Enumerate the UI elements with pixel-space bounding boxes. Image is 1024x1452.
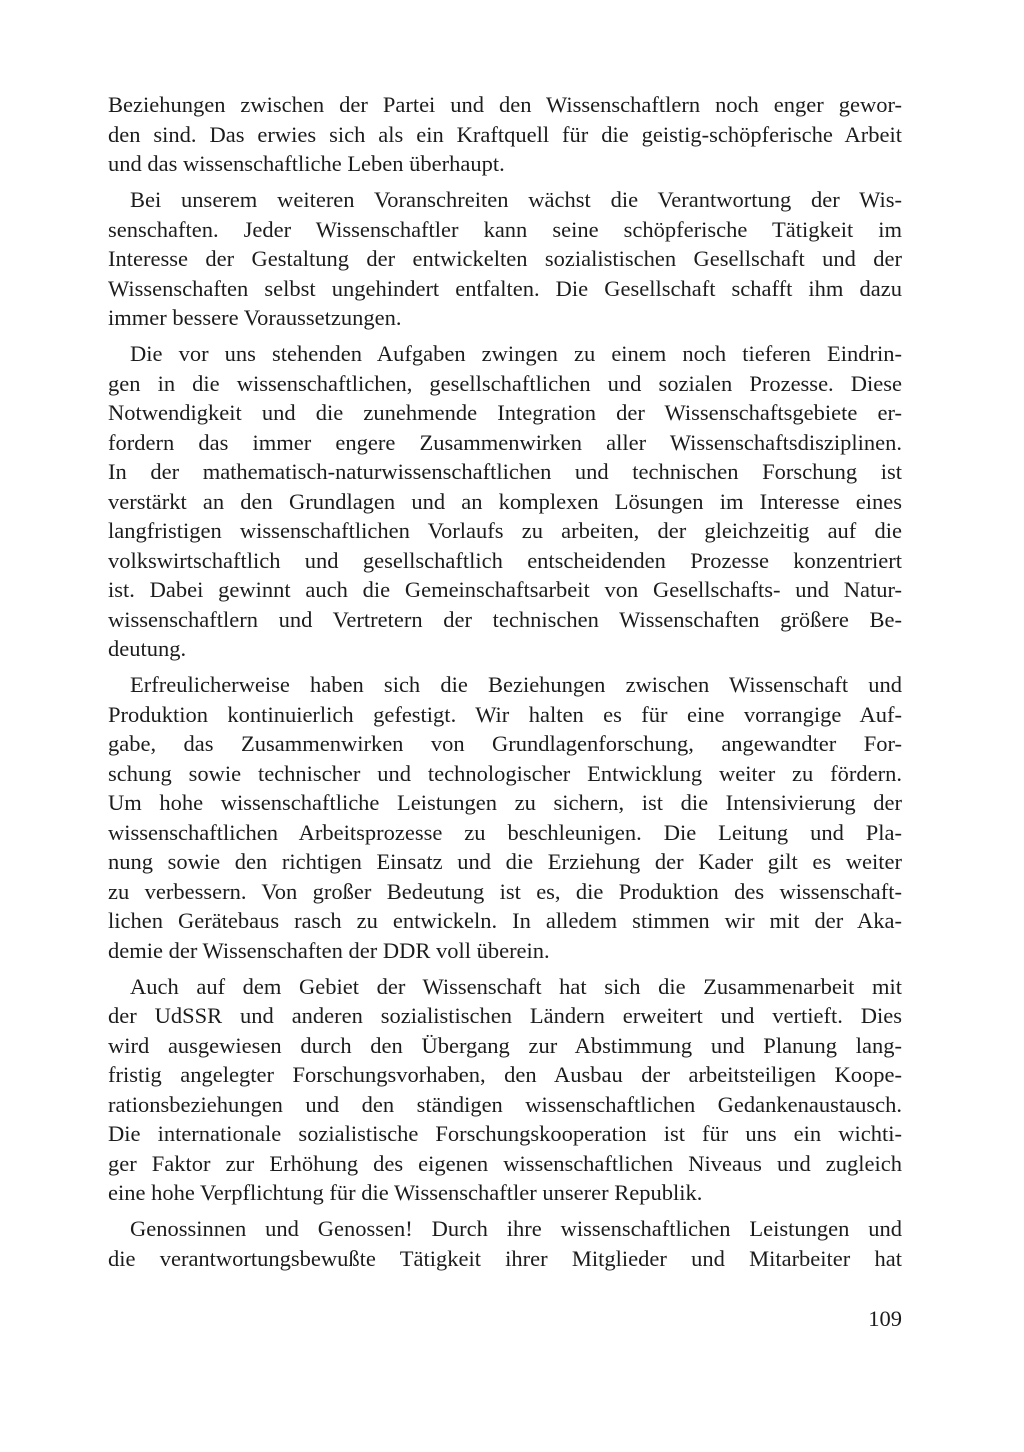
paragraph <box>108 90 902 179</box>
text-line: volkswirtschaftlich und gesellschaftlich entscheidenden Prozesse konzentriert <box>108 547 902 573</box>
text-line: wissenschaftlichen Arbeitsprozesse zu beschleunigen. Die Leitung und Pla- <box>108 819 902 845</box>
text-line: wissenschaftlern und Vertretern der technischen Wissenschaften größere Be- <box>108 606 902 632</box>
text-line: Produktion kontinuierlich gefestigt. Wir halten es für eine vorrangige Auf- <box>108 701 902 727</box>
paragraph <box>108 1214 902 1273</box>
text-line: Notwendigkeit und die zunehmende Integration der Wissenschaftsgebiete er- <box>108 400 902 425</box>
paragraph <box>108 972 902 1208</box>
text-line: ger Faktor zur Erhöhung des eigenen wissenschaftlichen Niveaus und zugleich <box>108 1150 902 1176</box>
text-line: fordern das immer engere Zusammenwirken aller Wissenschaftsdisziplinen. <box>108 429 902 455</box>
text-line: Erfreulicherweise haben sich die Beziehungen zwischen Wissenschaft und <box>130 672 902 697</box>
text-line: fristig angelegter Forschungsvorhaben, den Ausbau der arbeitsteiligen Koope- <box>108 1062 902 1087</box>
paragraph <box>108 185 902 333</box>
text-line: wird ausgewiesen durch den Übergang zur Abstimmung und Planung lang- <box>108 1032 902 1058</box>
text-line: Auch auf dem Gebiet der Wissenschaft hat sich die Zusammenarbeit mit <box>130 973 902 999</box>
body-text <box>108 90 902 1280</box>
text-line: lichen Gerätebaus rasch zu entwickeln. In alledem stimmen wir mit der Aka- <box>108 908 902 933</box>
paragraph <box>108 339 902 664</box>
text-line: demie der Wissenschaften der DDR voll überein. <box>108 937 550 963</box>
text-line: Genossinnen und Genossen! Durch ihre wissenschaftlichen Leistungen und <box>130 1216 902 1241</box>
text-line: deutung. <box>108 636 187 661</box>
text-line: eine hohe Verpflichtung für die Wissenschaftler unserer Republik. <box>108 1180 703 1205</box>
text-line: gen in die wissenschaftlichen, gesellschaftlichen und sozialen Prozesse. Diese <box>108 370 902 396</box>
text-line: Wissenschaften selbst ungehindert entfalten. Die Gesellschaft schafft ihm dazu <box>108 275 902 301</box>
text-line: Beziehungen zwischen der Partei und den Wissenschaftlern noch enger gewor- <box>108 92 902 117</box>
text-line: gabe, das Zusammenwirken von Grundlagenforschung, angewandter For- <box>108 731 902 756</box>
text-line: ist. Dabei gewinnt auch die Gemeinschaftsarbeit von Gesellschafts- und Natur- <box>108 577 902 602</box>
text-line: Um hohe wissenschaftliche Leistungen zu sichern, ist die Intensivierung der <box>108 790 902 815</box>
text-line: die verantwortungsbewußte Tätigkeit ihrer Mitglieder und Mitarbeiter hat <box>108 1245 902 1271</box>
text-line: den sind. Das erwies sich als ein Kraftquell für die geistig-schöpferische Arbeit <box>108 121 902 147</box>
text-line: zu verbessern. Von großer Bedeutung ist es, die Produktion des wissenschaft- <box>108 878 902 904</box>
text-line: verstärkt an den Grundlagen und an komplexen Lösungen im Interesse eines <box>108 488 902 514</box>
text-line: immer bessere Voraussetzungen. <box>108 305 402 330</box>
text-line: In der mathematisch-naturwissenschaftlichen und technischen Forschung ist <box>108 459 902 484</box>
text-line: Die vor uns stehenden Aufgaben zwingen zu einem noch tieferen Eindrin- <box>130 341 902 366</box>
text-line: Bei unserem weiteren Voranschreiten wächst die Verantwortung der Wis- <box>130 187 902 212</box>
text-line: langfristigen wissenschaftlichen Vorlaufs zu arbeiten, der gleichzeitig auf die <box>108 518 902 543</box>
text-line: nung sowie den richtigen Einsatz und die Erziehung der Kader gilt es weiter <box>108 849 902 874</box>
text-line: rationsbeziehungen und den ständigen wissenschaftlichen Gedankenaustausch. <box>108 1091 902 1117</box>
text-line: Interesse der Gestaltung der entwickelten sozialistischen Gesellschaft und der <box>108 246 902 271</box>
text-line: der UdSSR und anderen sozialistischen Ländern erweitert und vertieft. Dies <box>108 1003 902 1028</box>
text-line: Die internationale sozialistische Forschungskooperation ist für uns ein wichti- <box>108 1121 902 1146</box>
text-line: senschaften. Jeder Wissenschaftler kann seine schöpferische Tätigkeit im <box>108 216 902 242</box>
text-line: schung sowie technischer und technologischer Entwicklung weiter zu fördern. <box>108 760 902 786</box>
text-line: und das wissenschaftliche Leben überhaupt. <box>108 151 505 176</box>
page-number: 109 <box>868 1306 902 1331</box>
paragraph <box>108 670 902 965</box>
